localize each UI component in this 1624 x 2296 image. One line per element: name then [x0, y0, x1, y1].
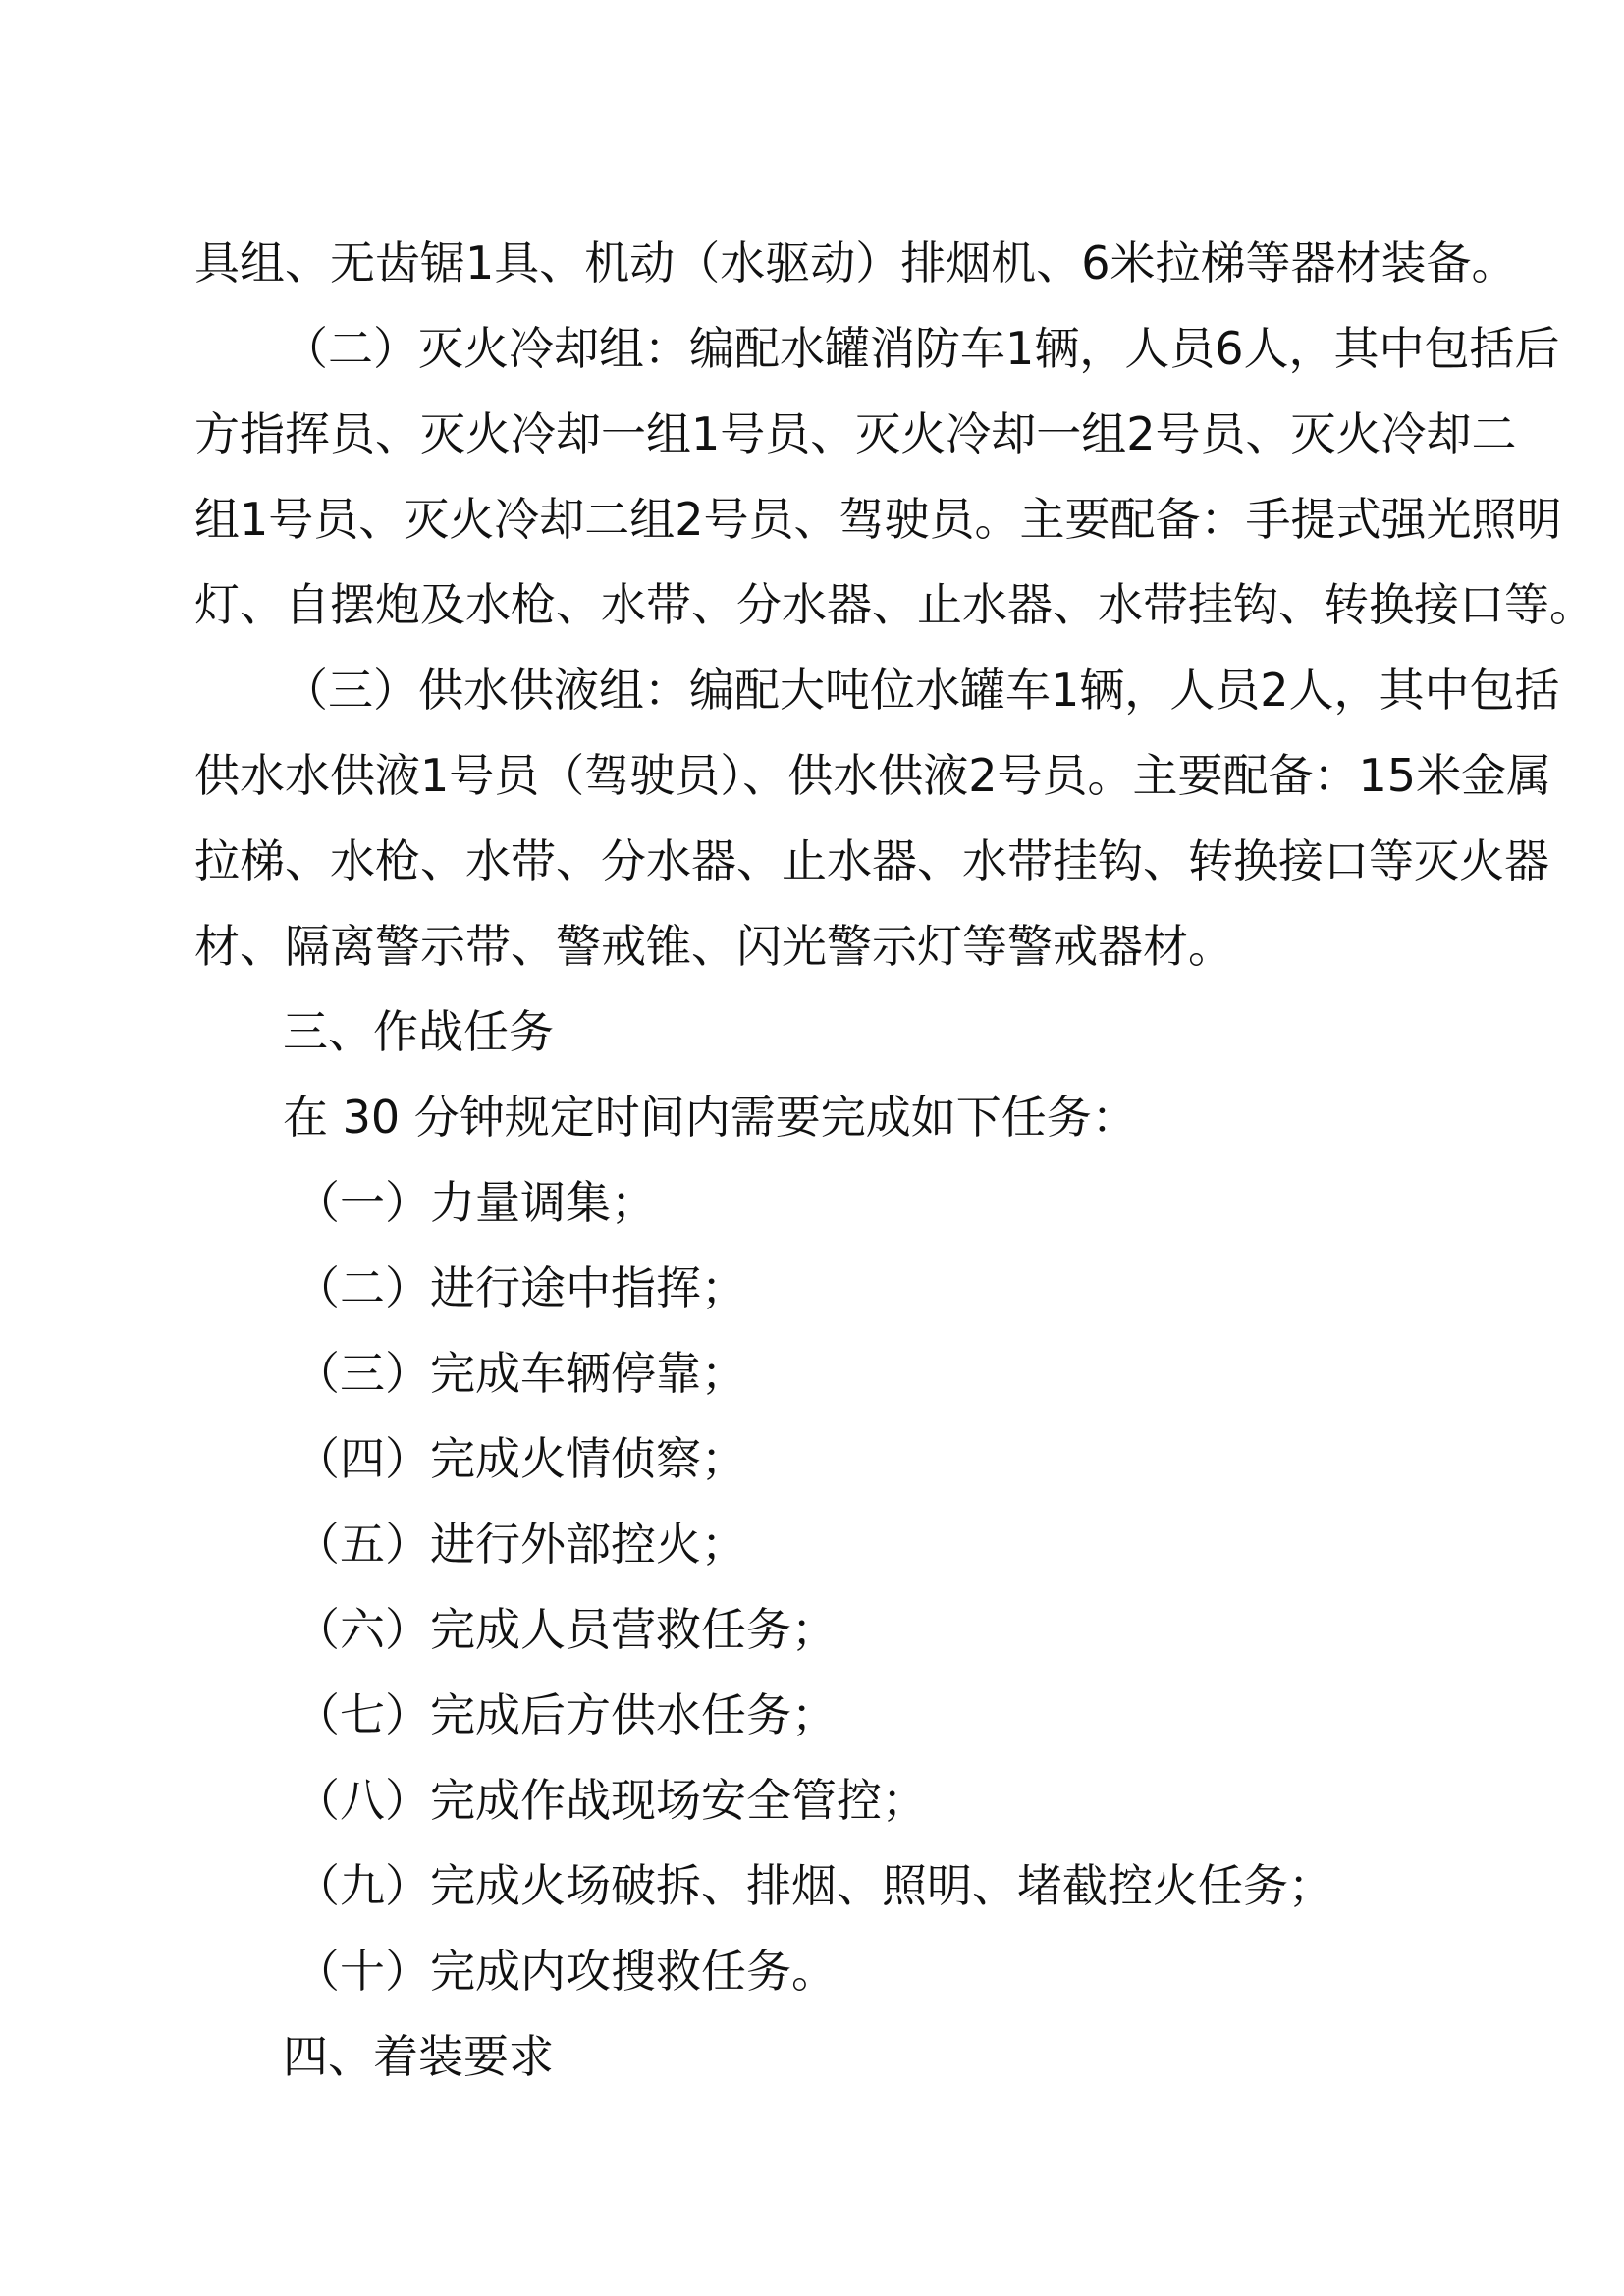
task-item: （十）完成内攻搜救任务。: [295, 1945, 837, 1998]
task-item: （一）力量调集；: [295, 1176, 656, 1229]
paragraph-line: 组1号员、灭火冷却二组2号员、驾驶员。主要配备：手提式强光照明: [194, 493, 1562, 546]
paragraph-line: 方指挥员、灭火冷却一组1号员、灭火冷却一组2号员、灭火冷却二: [194, 407, 1517, 460]
paragraph-line: 灯、自摆炮及水枪、水带、分水器、止水器、水带挂钩、转换接口等。: [194, 578, 1595, 631]
task-item: （九）完成火场破拆、排烟、照明、堵截控火任务；: [295, 1859, 1333, 1912]
task-item: （三）完成车辆停靠；: [295, 1347, 746, 1400]
task-item: （二）进行途中指挥；: [295, 1261, 746, 1314]
task-item: （八）完成作战现场安全管控；: [295, 1774, 927, 1827]
paragraph-line: （三）供水供液组：编配大吨位水罐车1辆，人员2人，其中包括: [283, 664, 1560, 717]
paragraph-line: （二）灭火冷却组：编配水罐消防车1辆，人员6人，其中包括后: [283, 322, 1560, 375]
task-item: （六）完成人员营救任务；: [295, 1603, 837, 1656]
task-item: （四）完成火情侦察；: [295, 1432, 746, 1485]
task-item: （五）进行外部控火；: [295, 1518, 746, 1571]
section-heading: 四、着装要求: [283, 2030, 554, 2083]
paragraph-line: 具组、无齿锯1具、机动（水驱动）排烟机、6米拉梯等器材装备。: [194, 237, 1517, 290]
task-item: （七）完成后方供水任务；: [295, 1688, 837, 1741]
section-heading: 三、作战任务: [283, 1005, 554, 1058]
paragraph-line: 拉梯、水枪、水带、分水器、止水器、水带挂钩、转换接口等灭火器: [194, 834, 1549, 887]
paragraph-line: 供水水供液1号员（驾驶员）、供水供液2号员。主要配备：15米金属: [194, 749, 1552, 802]
paragraph-line: 材、隔离警示带、警戒锥、闪光警示灯等警戒器材。: [194, 920, 1233, 973]
section-intro: 在 30 分钟规定时间内需要完成如下任务：: [283, 1091, 1137, 1144]
